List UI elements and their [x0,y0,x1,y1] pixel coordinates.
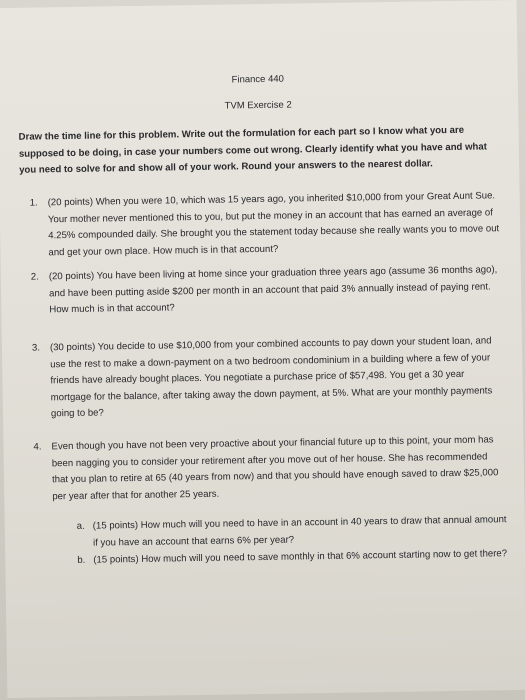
instructions-paragraph: Draw the time line for this problem. Write out the formulation for each part so I know what you are supposed to be doing, in case your numbers come out wrong. Clearly identify what you have and what you need to solve for and show all of your work. Round your answers to the nearest dollar. [18,124,487,176]
exercise-title: TVM Exercise 2 [224,99,292,112]
question-2-number: 2. [30,271,39,283]
subquestion-b-text: (15 points) How much will you need to save monthly in that 6% account starting now to get there? [93,548,508,566]
question-2-text: (20 points) You have been living at home since your graduation three years ago (assume 36 months ago), and have been putting aside $200 per month in an account that paid 3% annually instead of paying rent. How much is in that account? [48,264,498,316]
question-3 [32,333,503,423]
question-4-text: Even though you have not been very proactive about your financial future up to this point, your mom has been nagging you to consider your retirement after you move out of her house. She has recommended that you plan to retire at 65 (40 years from now) and that you should have enough saved to draw $25,000 per year after that for another 25 years. [51,434,499,502]
subquestion-b-letter: b. [77,554,86,566]
subquestion-a-letter: a. [76,520,85,532]
subquestion-a-text: (15 points) How much will you need to have in an account in 40 years to draw that annual amount if you have an account that earns 6% per year? [92,514,507,549]
subquestion-a [77,512,507,552]
question-1-number: 1. [29,197,38,209]
question-3-text: (30 points) You decide to use $10,000 from your combined accounts to pay down your student loan, and use the rest to make a down-payment on a two bedroom condominium in a building where a few of your friends have already bought places. You negotiate a purchase price of $57,498. You get a 30 year mortgage for the balance, after taking away the down payment, at 5%. What are your monthly payments going to be? [49,335,493,420]
question-4-number: 4. [33,441,42,453]
course-title: Finance 440 [231,73,284,86]
question-4 [33,432,504,505]
question-2 [31,262,502,319]
question-3-number: 3. [31,342,41,354]
question-1 [30,188,501,261]
question-1-text: (20 points) When you were 10, which was 15 years ago, you inherited $10,000 from your Great Aunt Sue. Your mother never mentioned this to you, but put the money in an account that has earned an average of 4.25% compounded daily. She brought you the statement today because she really wants you to move out and get your own place. How much is in that account? [47,190,500,258]
